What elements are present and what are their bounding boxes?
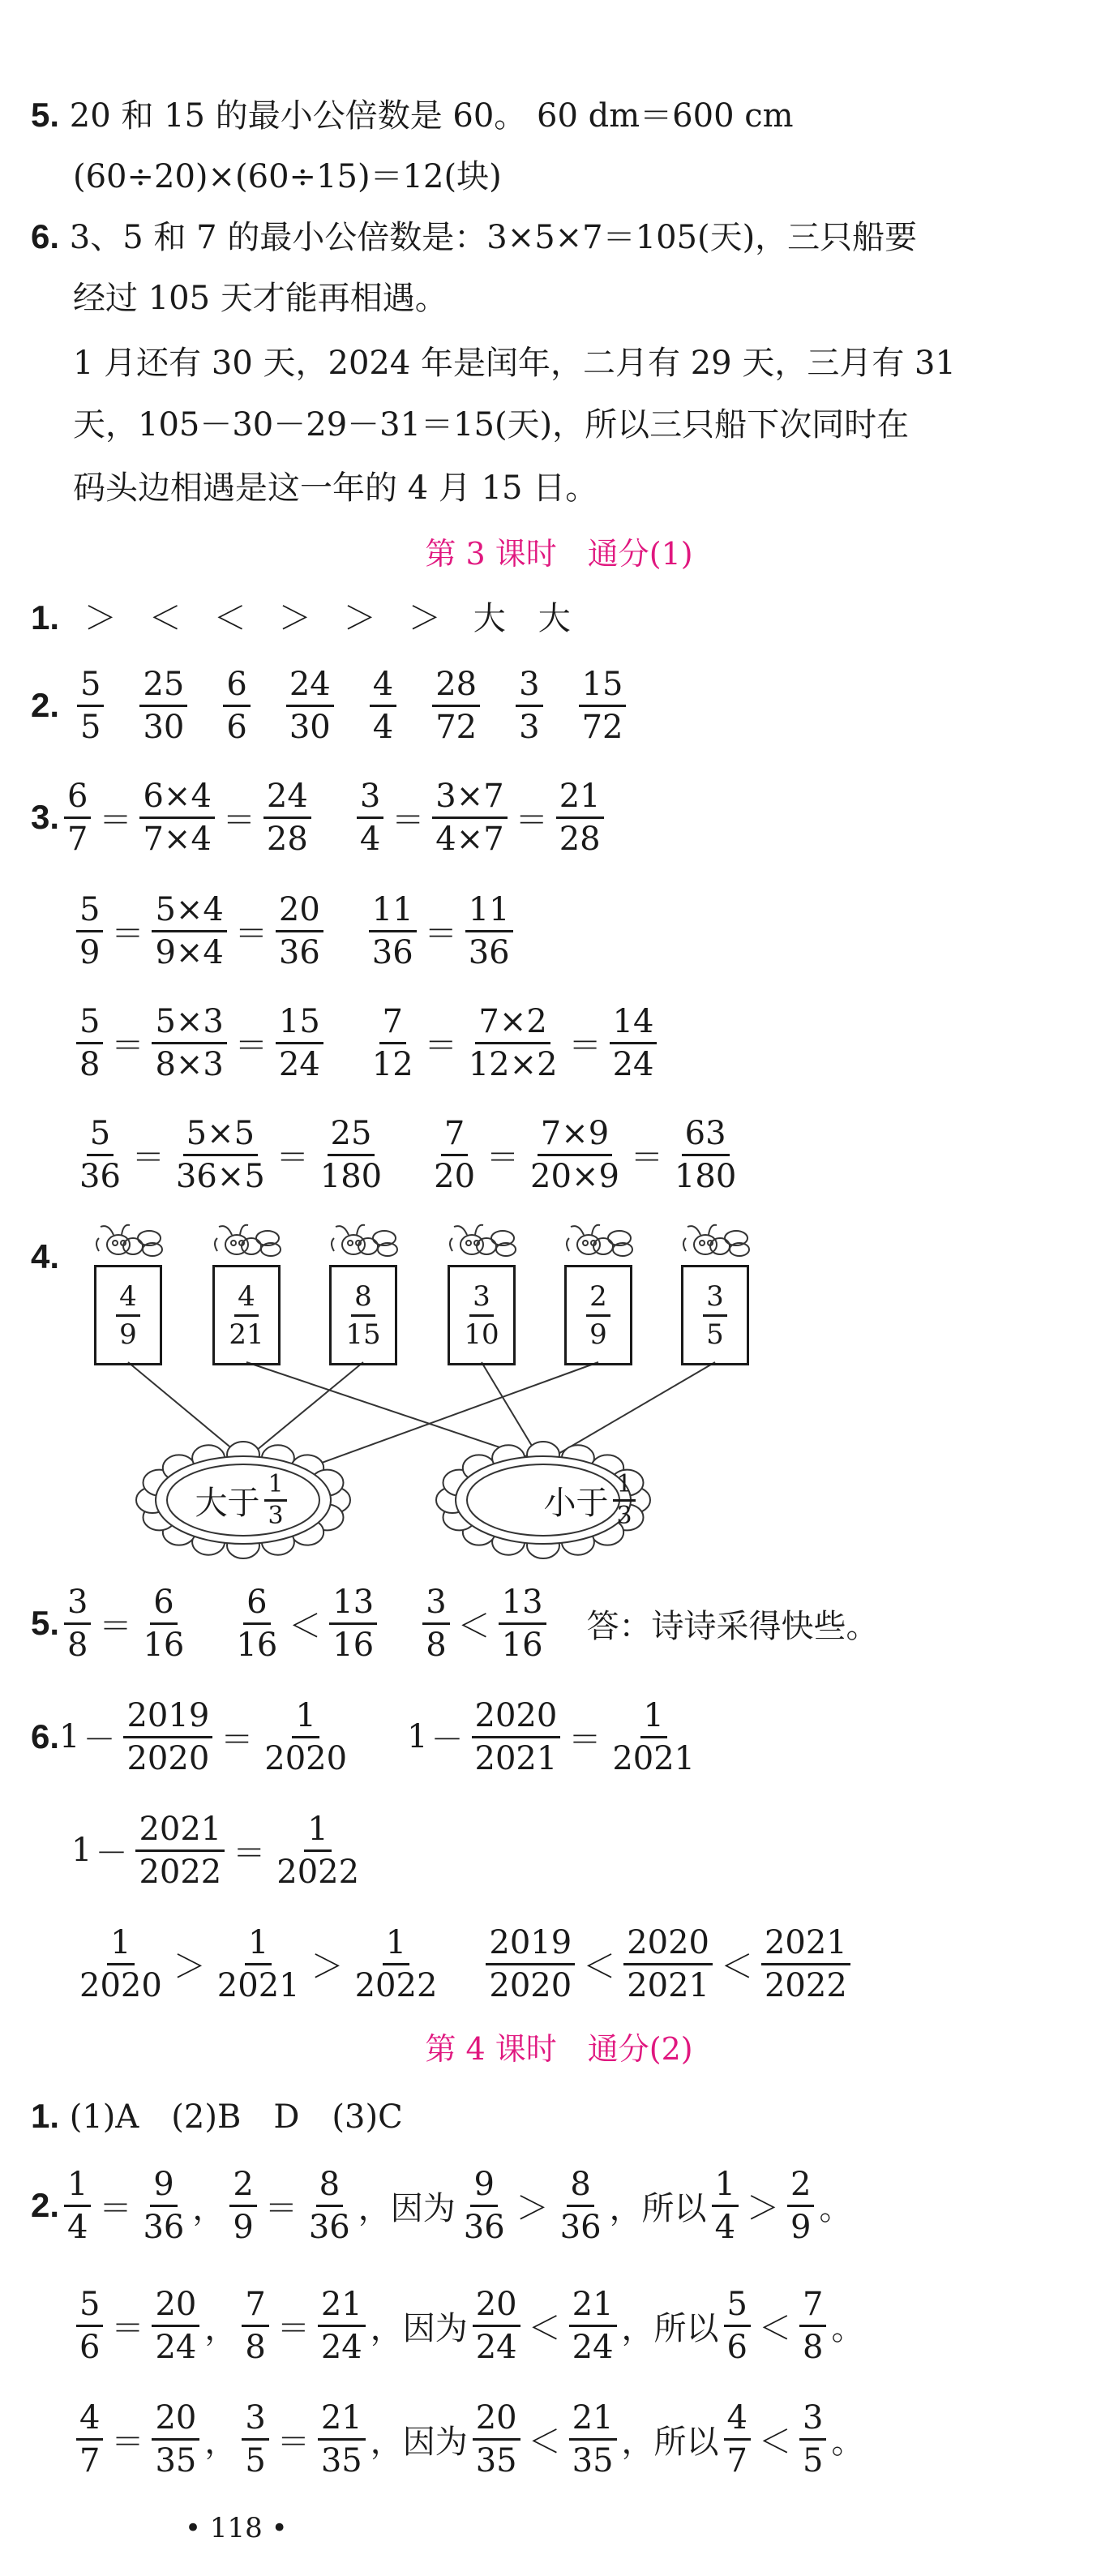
fraction-box xyxy=(94,1265,162,1365)
problem-number: 6. xyxy=(31,217,60,255)
fraction: 2 9 xyxy=(787,2166,814,2246)
flower-greater-than xyxy=(170,1468,316,1532)
fraction: 3 5 xyxy=(242,2399,268,2480)
bee-icon xyxy=(683,1225,749,1256)
fraction: 20 24 xyxy=(152,2286,199,2366)
problem-number: 6. xyxy=(31,1717,60,1755)
fraction: 3 5 xyxy=(799,2399,826,2480)
operator: ＜ xyxy=(720,1948,753,1986)
problem-number: 4. xyxy=(31,1237,60,1275)
fraction: 15 24 xyxy=(276,1003,323,1083)
lesson-3-title: 第 3 课时 通分(1) xyxy=(425,536,693,572)
fraction: 21 35 xyxy=(569,2399,617,2480)
problem-number: 1. xyxy=(31,2097,60,2135)
inline-text: ， xyxy=(204,2309,238,2347)
problem-text: 20 和 15 的最小公倍数是 60。 60 dm＝600 cm xyxy=(69,97,794,135)
problem-6-line-2: 经过 105 天才能再相遇。 xyxy=(73,280,448,317)
bee-icon xyxy=(332,1225,397,1256)
fraction: 4 21 xyxy=(229,1279,264,1351)
inline-text: 。 xyxy=(831,2423,864,2461)
one: 1 xyxy=(407,1718,428,1755)
operator: ＞ xyxy=(747,2189,780,2227)
fraction: 3 8 xyxy=(422,1584,449,1664)
fraction: 1 2022 xyxy=(354,1923,438,2004)
operator: ＝ xyxy=(233,1834,266,1872)
fraction: 21 28 xyxy=(556,778,604,858)
fraction: 2020 2021 xyxy=(623,1924,713,2004)
fraction-box xyxy=(448,1265,516,1365)
l3-problem-6-row-1: 6. 1 － 2019 2020 ＝ 1 2020 1 － 2020 2021 ＝ 1 2021 xyxy=(31,1696,703,1777)
fraction: 2021 2022 xyxy=(761,1924,850,2004)
reasoning-row xyxy=(59,2166,851,2246)
inline-text: 。 xyxy=(819,2189,852,2227)
fraction: 14 24 xyxy=(610,1003,658,1083)
operator: ＝ xyxy=(111,2423,144,2461)
equation xyxy=(131,1811,367,1891)
l4-problem-2-row-2 xyxy=(71,2285,863,2366)
fraction: $\frac{15}{72}$ xyxy=(579,666,627,746)
inline-text: ，所以 xyxy=(621,2423,719,2461)
fraction: 21 35 xyxy=(318,2399,366,2480)
operator: ＞ xyxy=(516,2189,549,2227)
page-number: • 118 • xyxy=(185,2512,288,2544)
fraction: 1 3 xyxy=(613,1472,635,1529)
fraction: 3×7 4×7 xyxy=(432,778,507,858)
operator: ＝ xyxy=(424,915,457,953)
operator: ＜ xyxy=(758,2423,791,2461)
operator: ＝ xyxy=(392,801,425,839)
fraction: 2 9 xyxy=(229,2166,256,2246)
fraction: 7 8 xyxy=(242,2286,268,2366)
problem-text: 3、5 和 7 的最小公倍数是：3×5×7＝105(天)，三只船要 xyxy=(69,219,918,256)
operator: ＜ xyxy=(528,2423,561,2461)
one: 1 xyxy=(71,1832,92,1869)
l3-problem-5 xyxy=(31,1583,879,1664)
equation xyxy=(467,1697,704,1777)
bee-icon xyxy=(96,1225,162,1256)
problem-6-line-3: 1 月还有 30 天，2024 年是闰年，二月有 29 天，三月有 31 xyxy=(73,345,956,382)
inline-text: ，所以 xyxy=(621,2309,719,2347)
answer-text: (1)A (2)B D (3)C xyxy=(69,2098,403,2136)
operator: ＝ xyxy=(568,1027,602,1065)
fraction: $\frac{24}{30}$ xyxy=(286,666,334,746)
bee-icon xyxy=(215,1225,281,1256)
operator: ＝ xyxy=(264,2189,298,2227)
operator: ＝ xyxy=(234,1027,268,1065)
inline-text: ，因为 xyxy=(358,2189,456,2227)
inline-text: ， xyxy=(204,2423,238,2461)
fraction: 7 8 xyxy=(799,2286,826,2366)
operator: ＝ xyxy=(111,915,144,953)
fraction: 5×4 9×4 xyxy=(152,891,226,971)
comparison xyxy=(418,1584,550,1664)
fraction: 7×9 20×9 xyxy=(530,1114,619,1195)
fraction: 4 7 xyxy=(724,2399,751,2480)
fraction: $\frac{4}{4}$ xyxy=(370,666,396,746)
fraction: 5 6 xyxy=(76,2286,103,2366)
comparison-chain xyxy=(71,1924,445,2004)
fraction: 8 15 xyxy=(345,1279,381,1351)
fraction: 5 6 xyxy=(724,2286,751,2366)
fraction: 2019 2020 xyxy=(486,1924,575,2004)
operator: ＝ xyxy=(276,2423,310,2461)
operator: ＜ xyxy=(758,2309,791,2347)
match-line xyxy=(246,1362,531,1458)
fraction: 7 12 xyxy=(371,1002,413,1083)
operator: ＜ xyxy=(528,2309,561,2347)
operator: ＝ xyxy=(276,1138,309,1177)
operator: ＝ xyxy=(515,801,548,839)
fraction: 5 9 xyxy=(76,891,103,971)
fraction-box xyxy=(681,1265,749,1365)
problem-number: 1. xyxy=(31,598,60,636)
equation xyxy=(59,1584,192,1664)
operator: ＝ xyxy=(568,1721,602,1759)
fraction: 6 16 xyxy=(236,1583,278,1664)
fraction: 20 35 xyxy=(473,2399,520,2480)
comparison-chain xyxy=(481,1924,855,2004)
operator: ＝ xyxy=(630,1138,663,1177)
comparison-answers: ＞ ＜ ＜ ＞ ＞ ＞ 大 大 xyxy=(84,600,571,637)
fraction: 3 10 xyxy=(464,1279,499,1351)
fraction: $\frac{28}{72}$ xyxy=(432,666,480,746)
inline-text: ，所以 xyxy=(609,2189,707,2227)
fraction: 13 16 xyxy=(329,1584,377,1664)
fraction: 9 36 xyxy=(143,2165,185,2246)
flower-label: 大于 xyxy=(195,1484,260,1522)
fraction: 1 4 xyxy=(712,2166,739,2246)
fraction: 5×3 8×3 xyxy=(152,1003,226,1083)
fraction: 2019 2020 xyxy=(123,1697,212,1777)
fraction: 5 36 xyxy=(79,1114,121,1195)
operator: ＜ xyxy=(457,1607,490,1645)
flower-less-than xyxy=(519,1468,665,1532)
answer-text: 答：诗诗采得快些。 xyxy=(586,1607,879,1645)
operator: ＝ xyxy=(221,1721,254,1759)
fraction: 3 5 xyxy=(703,1280,727,1351)
fraction: 4 7 xyxy=(76,2399,103,2480)
inline-text: ，因为 xyxy=(370,2309,468,2347)
l4-problem-2-row-3 xyxy=(71,2398,863,2480)
fraction: $\frac{3}{3}$ xyxy=(516,666,542,746)
bee-icon xyxy=(450,1225,516,1256)
problem-5-line-2: (60÷20)×(60÷15)＝12(块) xyxy=(73,158,502,195)
reasoning-row xyxy=(71,2286,863,2366)
fraction: 24 28 xyxy=(263,778,311,858)
l4-problem-2-row-1 xyxy=(31,2165,851,2246)
fraction: 1 2021 xyxy=(216,1923,300,2004)
reasoning-row xyxy=(71,2399,863,2480)
match-line xyxy=(128,1362,243,1458)
fraction: 63 180 xyxy=(674,1114,737,1195)
fraction: 13 16 xyxy=(499,1584,546,1664)
fraction: $\frac{5}{5}$ xyxy=(77,666,104,746)
fraction: 21 24 xyxy=(318,2286,366,2366)
fraction: 20 36 xyxy=(276,891,323,971)
fraction: $\frac{25}{30}$ xyxy=(139,666,187,746)
fraction: 1 2022 xyxy=(276,1810,360,1891)
fraction: 1 2020 xyxy=(79,1923,162,2004)
fraction: 2 9 xyxy=(586,1280,610,1351)
operator: ＝ xyxy=(424,1027,457,1065)
one: 1 xyxy=(59,1718,80,1755)
fraction: 7 20 xyxy=(434,1114,476,1195)
fraction: 5 8 xyxy=(76,1003,103,1083)
problem-number: 2. xyxy=(31,686,60,724)
operator: ＝ xyxy=(111,2309,144,2347)
l3-problem-6-row-3 xyxy=(71,1923,855,2004)
fraction: 21 24 xyxy=(569,2286,617,2366)
bee-icon xyxy=(567,1225,632,1256)
fraction: 3 8 xyxy=(64,1584,91,1664)
fraction: $\frac{6}{6}$ xyxy=(223,666,250,746)
fraction: 1 2020 xyxy=(264,1696,348,1777)
operator: ＝ xyxy=(276,2309,310,2347)
fraction: 8 36 xyxy=(559,2165,602,2246)
fraction: 6 16 xyxy=(143,1583,185,1664)
fraction: 5×5 36×5 xyxy=(175,1114,265,1195)
fraction-box xyxy=(564,1265,632,1365)
operator: ＜ xyxy=(583,1948,616,1986)
fraction: 3 4 xyxy=(357,778,383,858)
problem-number: 3. xyxy=(31,798,60,836)
fraction: 2020 2021 xyxy=(472,1697,561,1777)
fraction-box xyxy=(212,1265,281,1365)
operator: ＝ xyxy=(131,1138,165,1177)
fraction: 7×2 12×2 xyxy=(468,1002,558,1083)
inline-text: ， xyxy=(192,2189,225,2227)
fraction: 9 36 xyxy=(463,2165,505,2246)
fraction: 11 36 xyxy=(369,891,417,971)
l4-problem-1 xyxy=(31,2097,403,2136)
fraction: 20 35 xyxy=(152,2399,199,2480)
lesson-4-title: 第 4 课时 通分(2) xyxy=(425,2031,693,2067)
problem-number: 2. xyxy=(31,2186,60,2224)
fraction: 2021 2022 xyxy=(135,1811,225,1891)
fraction: 4 9 xyxy=(116,1280,140,1351)
problem-number: 5. xyxy=(31,96,60,134)
equation xyxy=(118,1697,355,1777)
problem-number: 5. xyxy=(31,1604,60,1642)
operator: ＜ xyxy=(289,1607,322,1645)
comparison xyxy=(228,1584,382,1664)
match-line xyxy=(551,1362,715,1458)
operator: ＝ xyxy=(111,1027,144,1065)
fraction: 8 36 xyxy=(308,2165,350,2246)
operator: ＞ xyxy=(173,1948,206,1986)
operator: ＞ xyxy=(311,1948,344,1986)
fraction: 25 180 xyxy=(319,1114,383,1195)
operator: ＝ xyxy=(486,1138,520,1177)
fraction: 1 3 xyxy=(264,1472,286,1529)
operator: ＝ xyxy=(234,915,268,953)
inline-text: ，因为 xyxy=(370,2423,468,2461)
operator: ＝ xyxy=(99,2189,132,2227)
operator: ＝ xyxy=(222,801,255,839)
inline-text: 。 xyxy=(831,2309,864,2347)
operator: ＝ xyxy=(99,1607,132,1645)
fraction: 6 7 xyxy=(64,778,91,858)
fraction-box xyxy=(329,1265,397,1365)
fraction: 6×4 7×4 xyxy=(139,778,214,858)
problem-6-line-5: 码头边相遇是这一年的 4 月 15 日。 xyxy=(73,469,598,507)
fraction: 20 24 xyxy=(473,2286,520,2366)
fraction: 1 2021 xyxy=(612,1696,696,1777)
flower-label: 小于 xyxy=(543,1484,609,1522)
fraction: 1 4 xyxy=(64,2166,91,2246)
operator: ＝ xyxy=(99,801,132,839)
problem-6-line-4: 天，105－30－29－31＝15(天)，所以三只船下次同时在 xyxy=(73,406,910,444)
match-line xyxy=(247,1362,363,1458)
fraction: 11 36 xyxy=(465,891,513,971)
l3-problem-6-row-2: 1 － 2021 2022 ＝ 1 2022 xyxy=(71,1810,367,1891)
